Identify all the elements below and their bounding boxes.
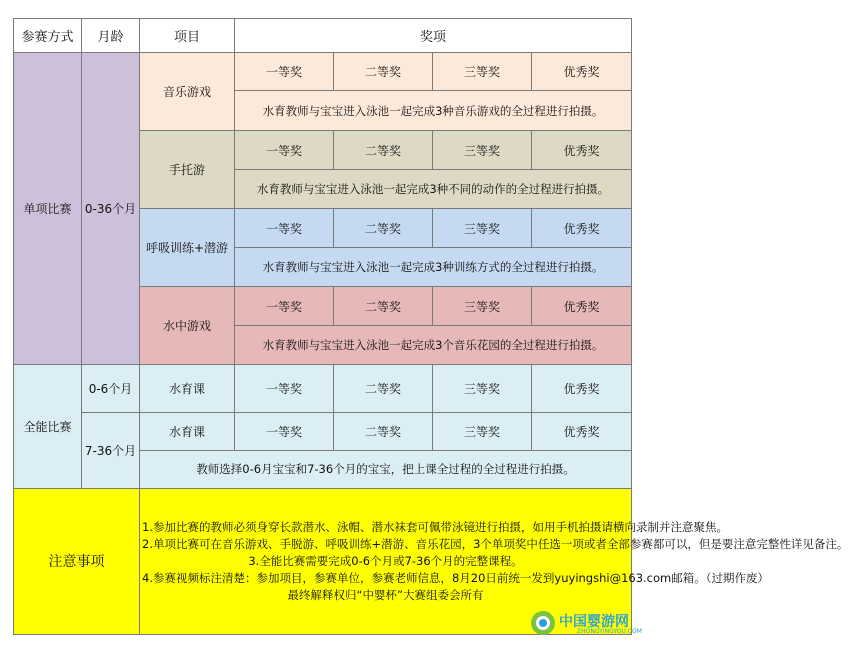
award-excellent: 优秀奖: [532, 131, 632, 170]
item-name: 水中游戏: [140, 287, 235, 364]
award-first: 一等奖: [235, 287, 334, 326]
header-awards: 奖项: [235, 19, 632, 53]
table-row: [14, 412, 632, 450]
logo-icon: [529, 609, 557, 637]
notes-line: 2.单项比赛可在音乐游戏、手脱游、呼吸训练+潜游、音乐花园，3个单项奖中任选一项或者全部参赛都可以，但是要注意完整性详见备注。: [142, 536, 848, 551]
notes-line: 最终解释权归“中婴杯”大赛组委会所有: [287, 587, 484, 602]
award-second: 二等奖: [334, 364, 433, 412]
award-third: 三等奖: [433, 364, 532, 412]
notes-line: 3.全能比赛需要完成0-6个月或7-36个月的完整课程。: [248, 553, 523, 568]
award-second: 二等奖: [334, 287, 433, 326]
item-description: 水育教师与宝宝进入泳池一起完成3个音乐花园的全过程进行拍摄。: [235, 326, 632, 364]
header-item: 项目: [140, 19, 235, 53]
award-excellent: 优秀奖: [532, 412, 632, 450]
allround-competition-label: 全能比赛: [14, 364, 82, 488]
header-age: 月龄: [82, 19, 140, 53]
item-name: 音乐游戏: [140, 53, 235, 131]
notes-title: 注意事项: [14, 488, 140, 634]
item-name: 呼吸训练+潜游: [140, 209, 235, 287]
item-description: 水育教师与宝宝进入泳池一起完成3种训练方式的全过程进行拍摄。: [235, 248, 632, 287]
award-second: 二等奖: [334, 412, 433, 450]
table-row: [14, 53, 632, 91]
award-first: 一等奖: [235, 412, 334, 450]
allround-age-range: 7-36个月: [82, 412, 140, 488]
notes-line: 1.参加比赛的教师必须身穿长款潜水、泳帽、潜水袜套可佩带泳镜进行拍摄，如用手机拍摄请横向录制并注意聚焦。: [142, 519, 728, 534]
award-third: 三等奖: [433, 412, 532, 450]
allround-age-range: 0-6个月: [82, 364, 140, 412]
item-description: 水育教师与宝宝进入泳池一起完成3种不同的动作的全过程进行拍摄。: [235, 170, 632, 209]
award-first: 一等奖: [235, 364, 334, 412]
header-row: [14, 19, 632, 53]
award-second: 二等奖: [334, 131, 433, 170]
award-third: 三等奖: [433, 209, 532, 248]
award-first: 一等奖: [235, 209, 334, 248]
single-age-range: 0-36个月: [82, 53, 140, 364]
item-name: 手托游: [140, 131, 235, 209]
award-first: 一等奖: [235, 53, 334, 91]
competition-table: [13, 18, 848, 635]
item-name: 水育课: [140, 364, 235, 412]
header-method: 参赛方式: [14, 19, 82, 53]
award-excellent: 优秀奖: [532, 53, 632, 91]
award-third: 三等奖: [433, 53, 532, 91]
site-logo: [529, 609, 647, 637]
item-name: 水育课: [140, 412, 235, 450]
award-excellent: 优秀奖: [532, 287, 632, 326]
award-excellent: 优秀奖: [532, 364, 632, 412]
award-first: 一等奖: [235, 131, 334, 170]
logo-text: 中国婴游网: [559, 614, 629, 630]
award-second: 二等奖: [334, 53, 433, 91]
award-third: 三等奖: [433, 287, 532, 326]
table-row: [14, 364, 632, 412]
award-third: 三等奖: [433, 131, 532, 170]
logo-subtext: ZHONGYINGYOU.COM: [577, 628, 642, 635]
notes-line: 4.参赛视频标注清楚：参加项目，参赛单位，参赛老师信息，8月20日前统一发到yuyingshi@163.com邮箱。（过期作废）: [142, 570, 769, 585]
single-competition-label: 单项比赛: [14, 53, 82, 364]
item-description: 水育教师与宝宝进入泳池一起完成3种音乐游戏的全过程进行拍摄。: [235, 91, 632, 131]
award-excellent: 优秀奖: [532, 209, 632, 248]
award-second: 二等奖: [334, 209, 433, 248]
allround-description: 教师选择0-6月宝宝和7-36个月的宝宝，把上课全过程的全过程进行拍摄。: [140, 450, 632, 488]
